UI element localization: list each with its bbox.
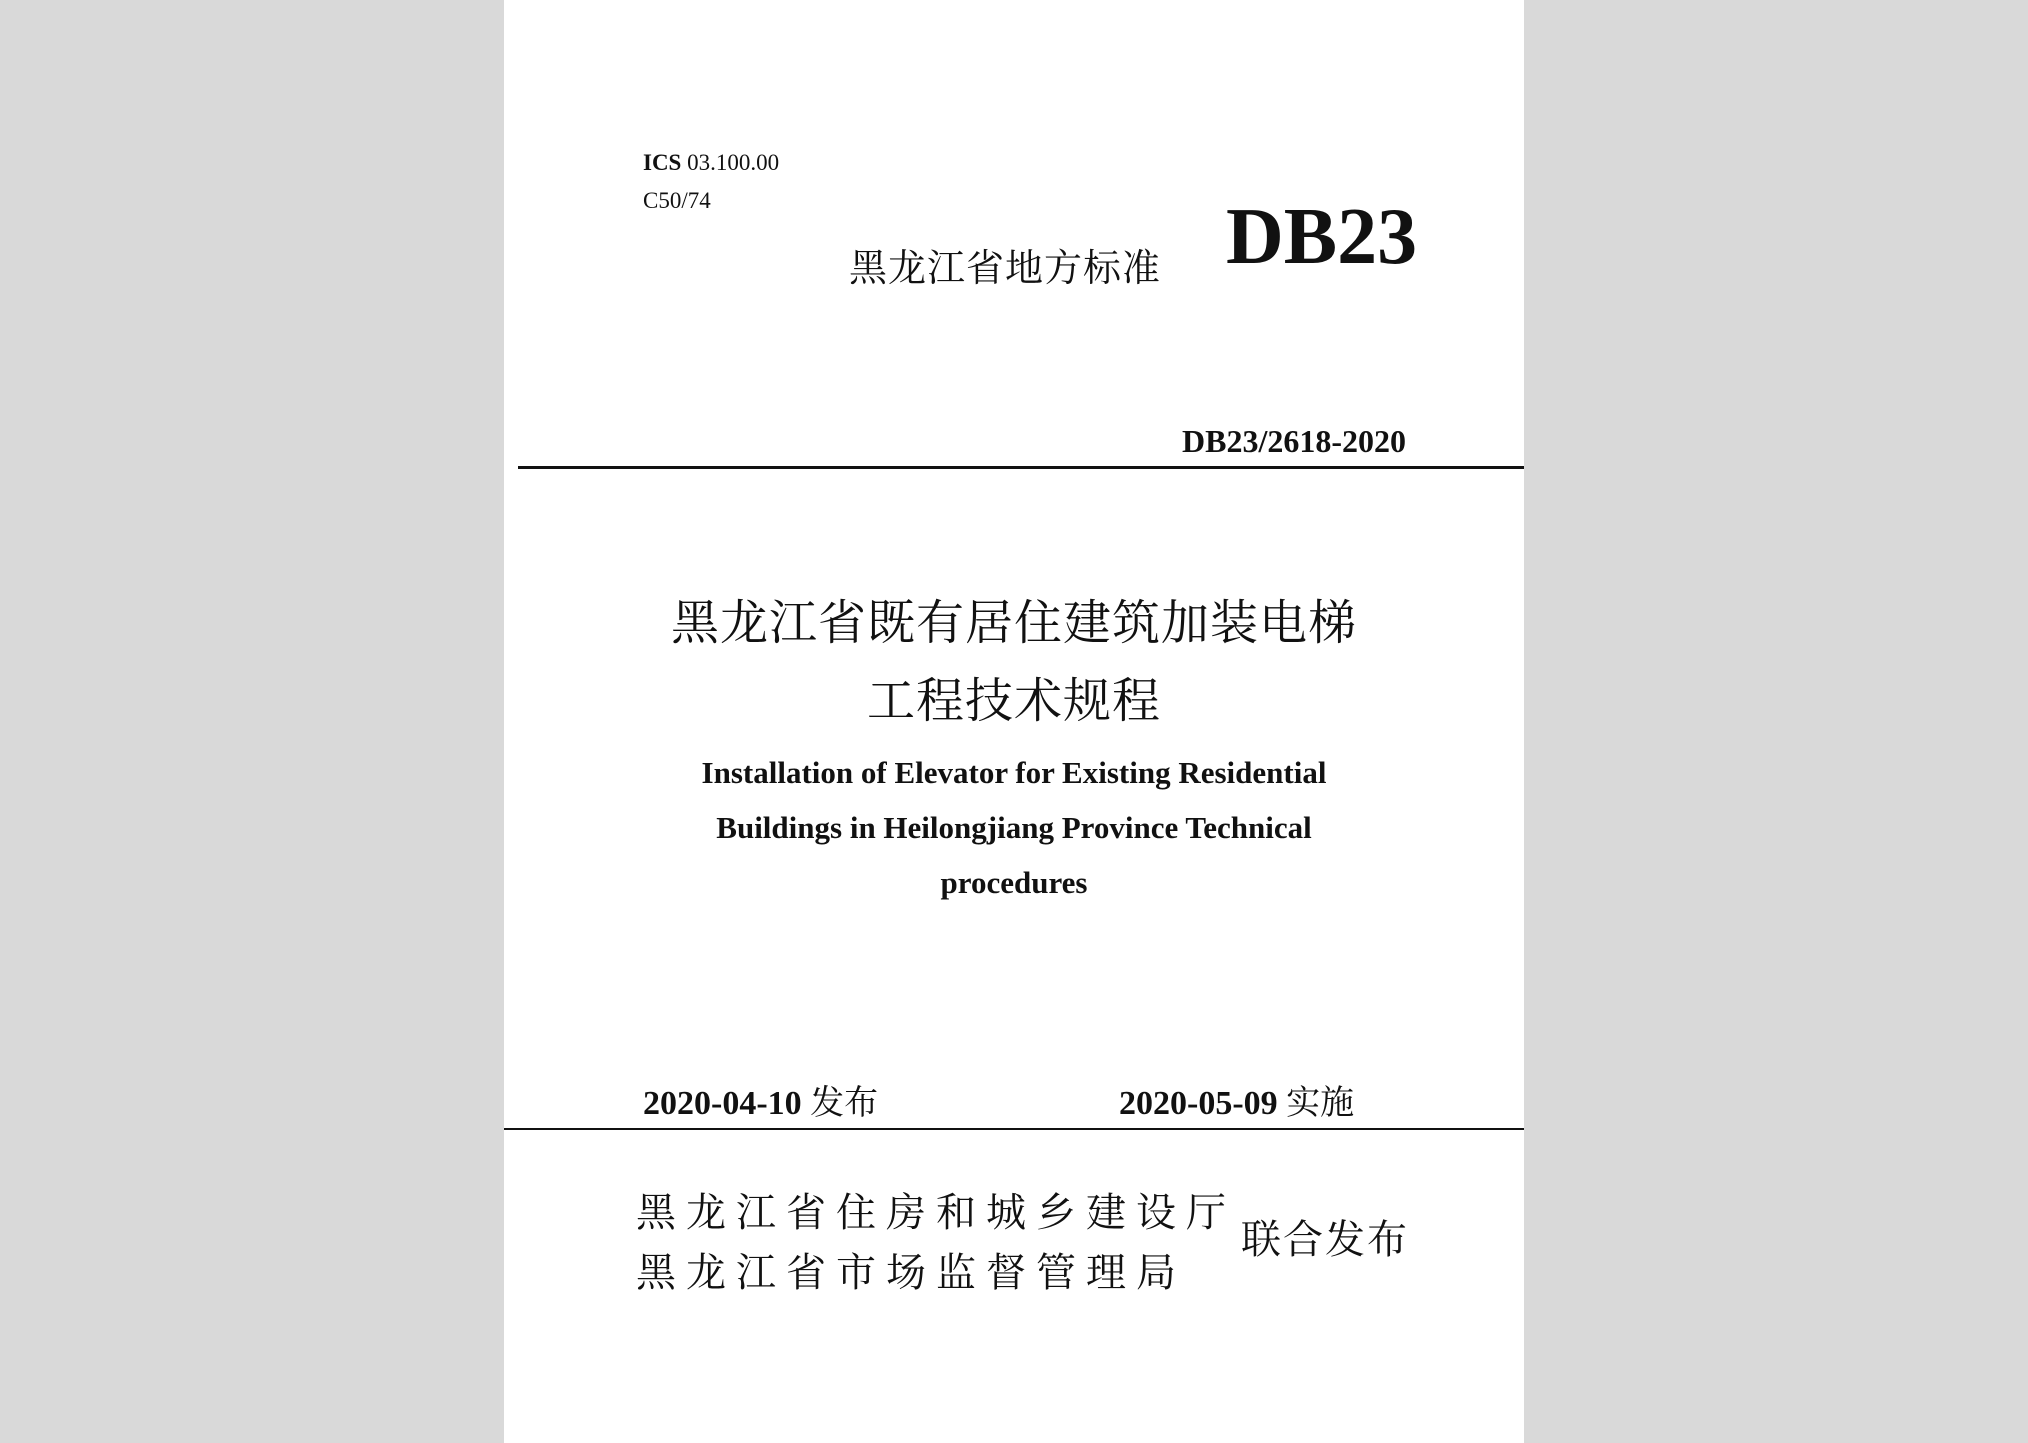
ics-label: ICS bbox=[643, 150, 682, 175]
release-label: 发布 bbox=[810, 1083, 879, 1123]
effective-date-block bbox=[1119, 1075, 1354, 1124]
chinese-title-line-2: 工程技术规程 bbox=[866, 673, 1161, 729]
english-title-line-1: Installation of Elevator for Existing Residential bbox=[701, 755, 1327, 790]
english-title-line-3: procedures bbox=[940, 865, 1088, 900]
ics-code bbox=[643, 148, 779, 178]
joint-release-label: 联合发布 bbox=[1241, 1217, 1409, 1263]
issuer-housing-dept: 黑龙江省住房和城乡建设厅 bbox=[636, 1190, 1236, 1236]
release-date-block bbox=[643, 1075, 878, 1124]
db-logo: DB23 bbox=[1226, 193, 1418, 281]
effective-date: 2020-05-09 bbox=[1119, 1085, 1278, 1122]
ics-number: 03.100.00 bbox=[687, 150, 780, 175]
release-date: 2020-04-10 bbox=[643, 1085, 802, 1122]
chinese-title bbox=[504, 584, 1524, 740]
issuer-market-bureau: 黑龙江省市场监督管理局 bbox=[636, 1250, 1186, 1296]
effective-label: 实施 bbox=[1286, 1083, 1355, 1123]
ccs-code: C50/74 bbox=[643, 188, 711, 213]
top-divider bbox=[518, 466, 1524, 469]
bottom-divider bbox=[504, 1128, 1524, 1130]
standard-type: 黑龙江省地方标准 bbox=[849, 246, 1162, 290]
document-page bbox=[504, 0, 1524, 1443]
standard-number: DB23/2618-2020 bbox=[1182, 423, 1406, 459]
chinese-title-line-1: 黑龙江省既有居住建筑加装电梯 bbox=[670, 595, 1357, 651]
english-title-line-2: Buildings in Heilongjiang Province Technical bbox=[716, 810, 1312, 845]
english-title bbox=[504, 745, 1524, 910]
issuing-authorities bbox=[636, 1183, 1236, 1303]
